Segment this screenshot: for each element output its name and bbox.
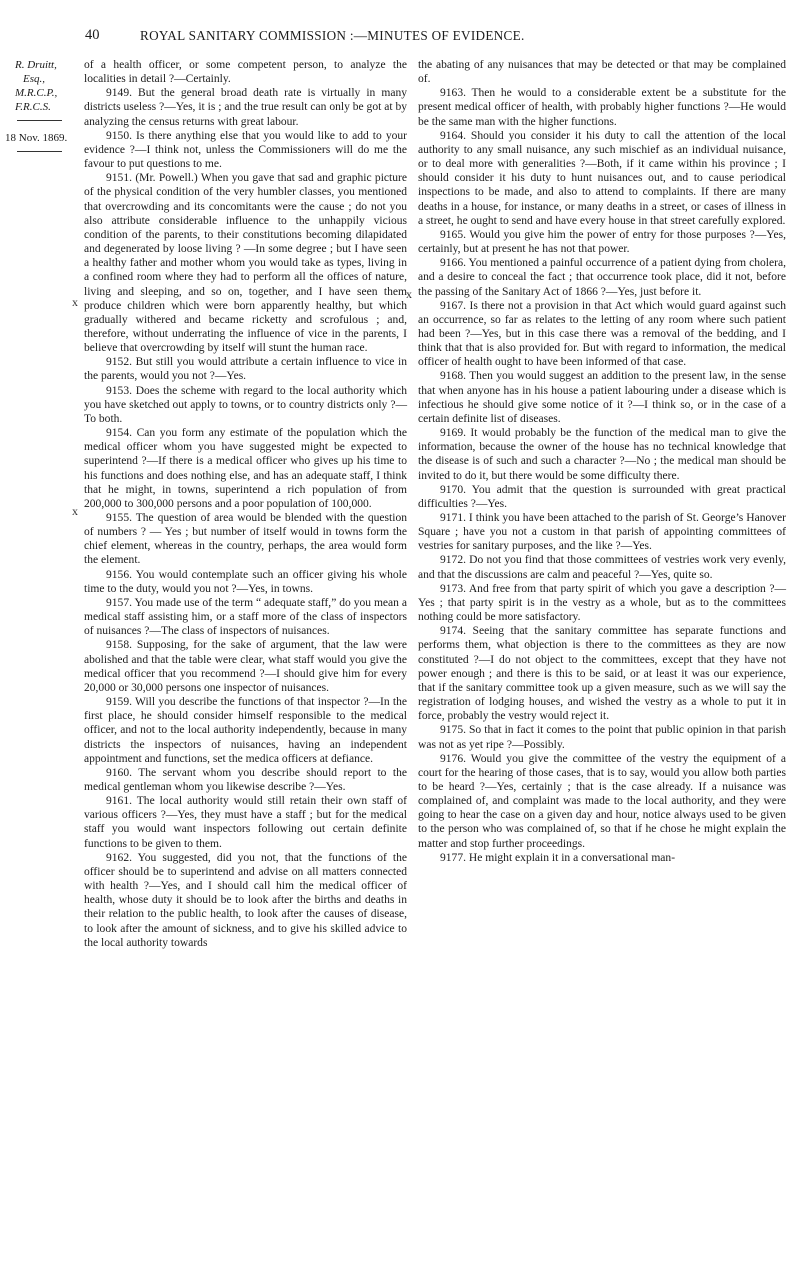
margin-rule [17,120,62,121]
paragraph: the abating of any nuisances that may be detected or that may be complained of. [418,59,786,86]
paragraph: 9153. Does the scheme with regard to the local authority which you have sketched out apply to towns, or to country districts only ?—To both. [84,384,407,425]
left-column [84,58,407,950]
paragraph: 9170. You admit that the question is surrounded with great practical difficulties ?—Yes. [418,483,786,510]
paragraph: 9171. I think you have been attached to the parish of St. George’s Hanover Square ; have you not a custom in that parish of appointing committees of vestries for sanitary purposes, and the like ?—Yes. [418,512,786,553]
pencil-mark: x [72,504,78,518]
pencil-mark: x [72,295,78,309]
paragraph: 9168. Then you would suggest an addition to the present law, in the sense that when anyone has in his house a patient labouring under a disease which is infectious he should give some notice of it ?—I think so, or in the case of a certain definite list of diseases. [418,370,786,425]
paragraph: 9156. You would contemplate such an officer giving his whole time to the duty, would you not ?—Yes, in towns. [84,568,407,595]
paragraph: 9173. And free from that party spirit of which you gave a description ?—Yes ; that party spirit is in the vestry as a whole, but as to the committees nothing could be more satisfactory. [418,582,786,624]
paragraph: 9163. Then he would to a considerable extent be a substitute for the present medical officer of health, with probably higher functions ?—He would be the same man with the higher functions. [418,87,786,128]
paragraph: 9166. You mentioned a painful occurrence of a patient dying from cholera, and a desire to conceal the fact ; that occurrence took place, did it not, before the passing of the Sanitary Act of 1866 ?—Yes, just before it. [418,257,786,298]
paragraph: 9162. You suggested, did you not, that the functions of the officer should be to superintend and advise on all matters connected with health ?—Yes, and I should call him the medical officer of health, whose duty it should be to look after the births and deaths in their relation to the public health, to look after the causes of disease, to look after the amount of sickness, and to give his skilled advice to the local authority towards [84,851,407,949]
margin-rule [17,151,62,152]
paragraph: 9169. It would probably be the function of the medical man to give the information, because the owner of the house has no technical knowledge that the disease is of such and such a character ?—No ; the medical man should be invited to do it, but there would be some difficulty there. [418,427,786,482]
paragraph: 9174. Seeing that the sanitary committee has separate functions and performs them, what objection is there to the committees as they are now constituted ?—I do not object to the committees, except that they have not power enough ; and there is this to be said, or at least it was our experience, that if the sanitary committee took up a given measure, such as we will say the registration of lodging houses, and wished the vestry as a whole to put it in force, probably the vestry would reject it. [418,625,786,723]
hearing-date: 18 Nov. 1869. [5,132,68,144]
paragraph: 9175. So that in fact it comes to the point that public opinion in that parish was not as yet ripe ?—Possibly. [418,724,786,751]
paragraph: 9177. He might explain it in a conversational man- [440,851,676,864]
page-header [0,27,800,47]
paragraph: 9149. But the general broad death rate is virtually in many districts useless ?—Yes, it is ; and the true result can only be got at by analyzing the census returns with great labour. [84,87,407,128]
paragraph: 9158. Supposing, for the sake of argument, that the law were abolished and that the table were clear, what staff would you give the medical officer that you recommend ?—I should give him for every 20,000 or 30,000 persons one inspector of nuisances. [84,639,407,694]
paragraph: 9151. (Mr. Powell.) When you gave that sad and graphic picture of the physical condition of the very humbler classes, you mentioned that overcrowding and its concomitants were the cause ; do not you also attribute considerable influence to the unhappily vicious condition of the parents, to their constitutions becoming dilapidated and degenerated by loose living ? —In some degree ; but I have seen a healthy father and mother whom you would take as types, living in a confined room where they had to perform all the offices of nature, living and sleeping, and so on, together, and I have seen them produce children which were born apparently healthy, but which gradually withered and became ricketty and scrofulous ; and, therefore, without underrating the influence of vice in the parents, I believe that overcrowding by itself will stunt the human race. [84,172,407,355]
paragraph: 9164. Should you consider it his duty to call the attention of the local authority to any small nuisance, any such mischief as an individual nuisance, or to deal more with generalities ?—Both, if it came within his province ; I should consider it his duty to hunt nuisances out, and to cause periodical inspections to be made, and also to attend to complaints. If there are many deaths in a house, for instance, or many deaths in a street, or cases of illness in a street, he ought to send and have every house in that street carefully explored. [418,129,786,227]
paragraph: 9167. Is there not a provision in that Act which would guard against such an occurrence, so far as relates to the letting of any room where such patient had been ?—Yes, but in this case there was a removal of the bedding, and I think that that is also provided for. But with regard to information, the medical officer of health ought to have been informed of that case. [418,299,786,369]
paragraph: 9161. The local authority would still retain their own staff of various officers ?—Yes, they must have a staff ; but for the medical staff you would want inspectors following out certain definite functions to be given to them. [84,795,407,850]
paragraph: 9157. You made use of the term “ adequate staff,” do you mean a medical staff assisting him, or a staff more of the class of inspectors of nuisances ?—The class of inspectors of nuisances. [84,596,407,638]
paragraph: 9165. Would you give him the power of entry for those purposes ?—Yes, certainly, but at present he has not that power. [418,228,786,256]
right-column [418,58,786,865]
paragraph: 9154. Can you form any estimate of the population which the medical officer whom you have suggested might be expected to superintend ?—If there is a medical officer who gives up his time to his functions and does nothing else, and has an adequate staff, I think that he might, in towns, superintend a rich population of from 200,000 to 300,000 persons and a poor population of 100,000. [84,427,407,510]
margin-note [5,58,73,152]
paragraph: 9155. The question of area would be blended with the question of numbers ? — Yes ; but number of itself would in towns form the chief element, whereas in the country, perhaps, the area would form the element. [84,512,407,567]
running-title: ROYAL SANITARY COMMISSION :—MINUTES OF EVIDENCE. [140,28,525,43]
paragraph: 9160. The servant whom you describe should report to the medical gentleman whom you likewise describe ?—Yes. [84,766,407,793]
paragraph: 9152. But still you would attribute a certain influence to vice in the parents, would you not ?—Yes. [84,356,407,383]
page-number: 40 [85,27,100,43]
witness-name: R. Druitt, Esq., M.R.C.P., F.R.C.S. [15,59,58,113]
paragraph: 9172. Do not you find that those committees of vestries work very evenly, and that the discussions are calm and peaceful ?—Yes, quite so. [418,554,786,581]
paragraph: 9150. Is there anything else that you would like to add to your evidence ?—I think not, unless the Commissioners will do me the favour to put questions to me. [84,129,407,171]
paragraph: 9159. Will you describe the functions of that inspector ?—In the first place, he should consider himself responsible to the medical officer, and not to the local authority independently, because in many districts the inspectors of nuisances, having an independent appointment and functions, set the medica officers at defiance. [84,696,407,765]
paragraph: of a health officer, or some competent person, to analyze the localities in detail ?—Certainly. [84,59,407,86]
paragraph: 9176. Would you give the committee of the vestry the equipment of a court for the hearing of those cases, that is to say, would you allow both parties to be heard ?—Yes, certainly ; that is the case already. If a nuisance was complained of, and complaint was made to the local authority, and they were going to hear the case on a given day and hour, notice always used to be given to the person who was complained of, so that if he chose he might explain the matter and stop further proceedings. [418,752,786,850]
pencil-mark: x [406,287,412,301]
